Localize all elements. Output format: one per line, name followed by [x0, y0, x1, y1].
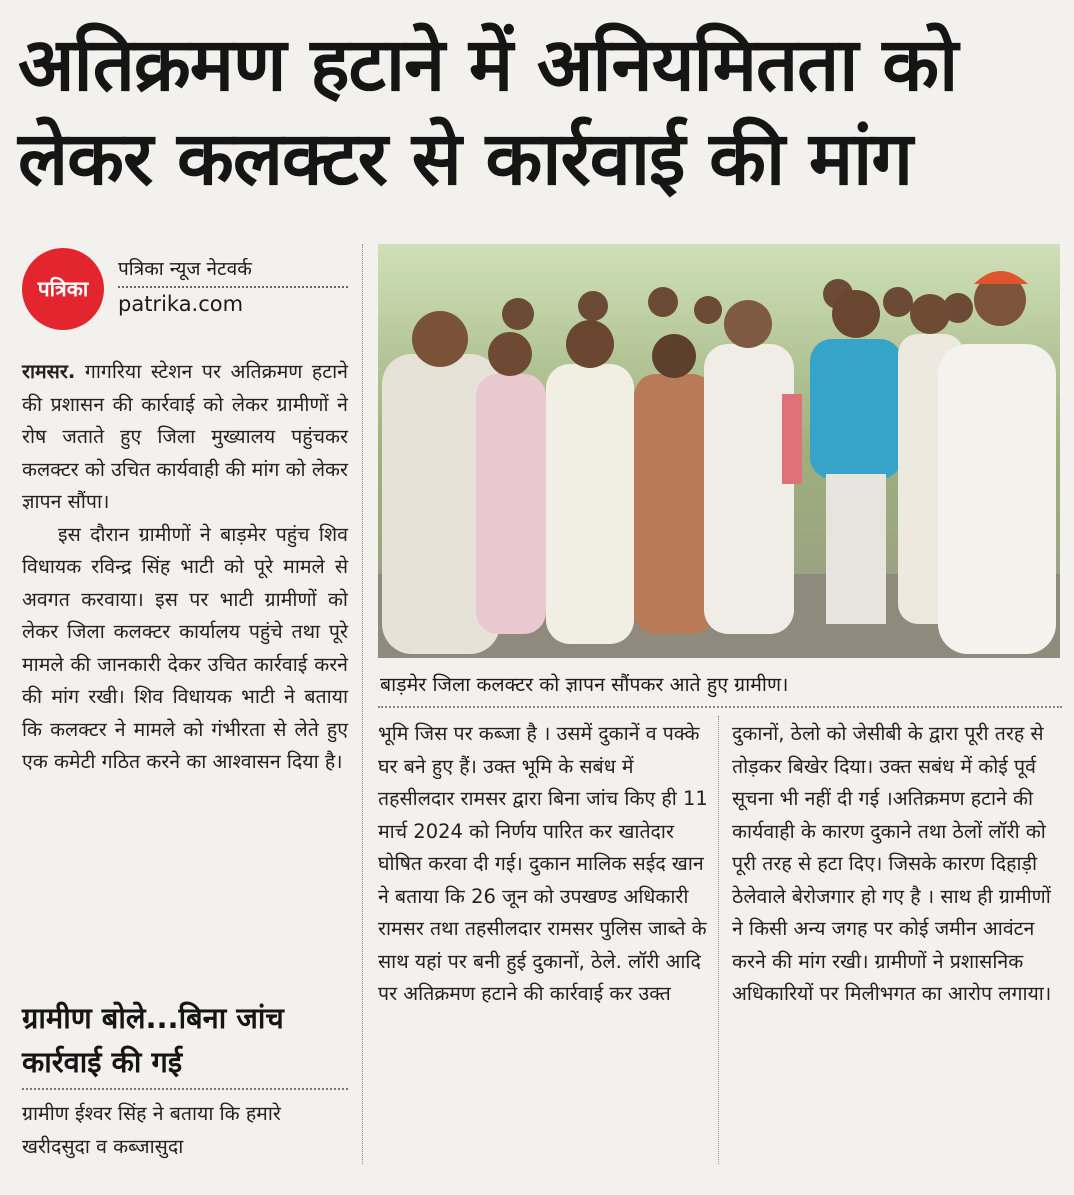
villagers-group-photo [378, 244, 1060, 658]
article-column-2-text: भूमि जिस पर कब्जा है । उसमें दुकानें व पक्के घर बने हुए हैं। उक्त भूमि के सबंध में तहसीलदार रामसर द्वारा बिना जांच किए ही 11 मार्च 2024 को निर्णय पारित कर खातेदार घोषित करवा दी गई। दुकान मालिक सईद खान ने बताया कि 26 जून को उपखण्ड अधिकारी रामसर तथा तहसीलदार रामसर पुलिस जाब्ते के साथ यहां पर बनी हुई दुकानों, ठेले. लॉरी आदि पर अतिक्रमण हटाने की कार्रवाई कर उक्त [378, 722, 708, 1005]
byline-site: patrika.com [118, 292, 244, 316]
subheading-divider [22, 1088, 348, 1090]
column-divider [718, 716, 719, 1164]
article-column-2 [378, 718, 708, 1011]
caption-divider [378, 706, 1062, 708]
patrika-logo [22, 248, 104, 330]
headline-line-2: लेकर कलक्टर से कार्रवाई की मांग [18, 116, 912, 202]
article-paragraph-1 [22, 356, 348, 519]
article-paragraph-1-text: गागरिया स्टेशन पर अतिक्रमण हटाने की प्रशासन की कार्रवाई को लेकर ग्रामीणों ने रोष जताते हुए जिला मुख्यालय पहुंचकर कलक्टर को उचित कार्यवाही की मांग को लेकर ज्ञापन सौंपा। [22, 360, 348, 513]
headline [18, 18, 1058, 206]
photo-caption: बाड़मेर जिला कलक्टर को ज्ञापन सौंपकर आते हुए ग्रामीण। [380, 673, 789, 696]
dateline-place: रामसर. [22, 360, 76, 383]
logo-text: पत्रिका [37, 277, 89, 301]
article-paragraph-2: इस दौरान ग्रामीणों ने बाड़मेर पहुंच शिव विधायक रविन्द्र सिंह भाटी को पूरे मामले से अवगत करवाया। इस पर भाटी ग्रामीणों को लेकर जिला कलक्टर कार्यालय पहुंचे तथा पूरे मामले की जानकारी देकर उचित कार्रवाई करने की मांग रखी। शिव विधायक भाटी ने बताया कि कलक्टर ने मामले को गंभीरता से लेते हुए एक कमेटी गठित करने का आश्वासन दिया है। [22, 522, 348, 773]
subheading: ग्रामीण बोले...बिना जांच कार्रवाई की गई [22, 1001, 284, 1079]
article-column-3-text: दुकानों, ठेलो को जेसीबी के द्वारा पूरी तरह से तोड़कर बिखेर दिया। उक्त सबंध में कोई पूर्व सूचना भी नहीं दी गई ।अतिक्रमण हटाने की कार्यवाही के कारण दुकाने तथा ठेलों लॉरी को पूरी तरह से हटा दिए। जिसके कारण दिहाड़ी ठेलेवाले बेरोजगार हो गए है । साथ ही ग्रामीणों ने किसी अन्य जगह पर कोई जमीन आवंटन करने की मांग रखी। ग्रामीणों ने प्रशासनिक अधिकारियों पर मिलीभगत का आरोप लगाया। [732, 722, 1052, 1005]
headline-line-1: अतिक्रमण हटाने में अनियमितता को [18, 22, 958, 108]
byline-divider [118, 286, 348, 288]
article-paragraph-3: ग्रामीण ईश्वर सिंह ने बताया कि हमारे खरीदसुदा व कब्जासुदा [22, 1102, 281, 1158]
byline [118, 256, 348, 317]
column-divider [362, 244, 363, 1164]
article-column-3 [732, 718, 1062, 1011]
byline-network: पत्रिका न्यूज नेटवर्क [118, 258, 252, 280]
article-column-1 [22, 356, 348, 779]
news-photo [378, 244, 1060, 658]
